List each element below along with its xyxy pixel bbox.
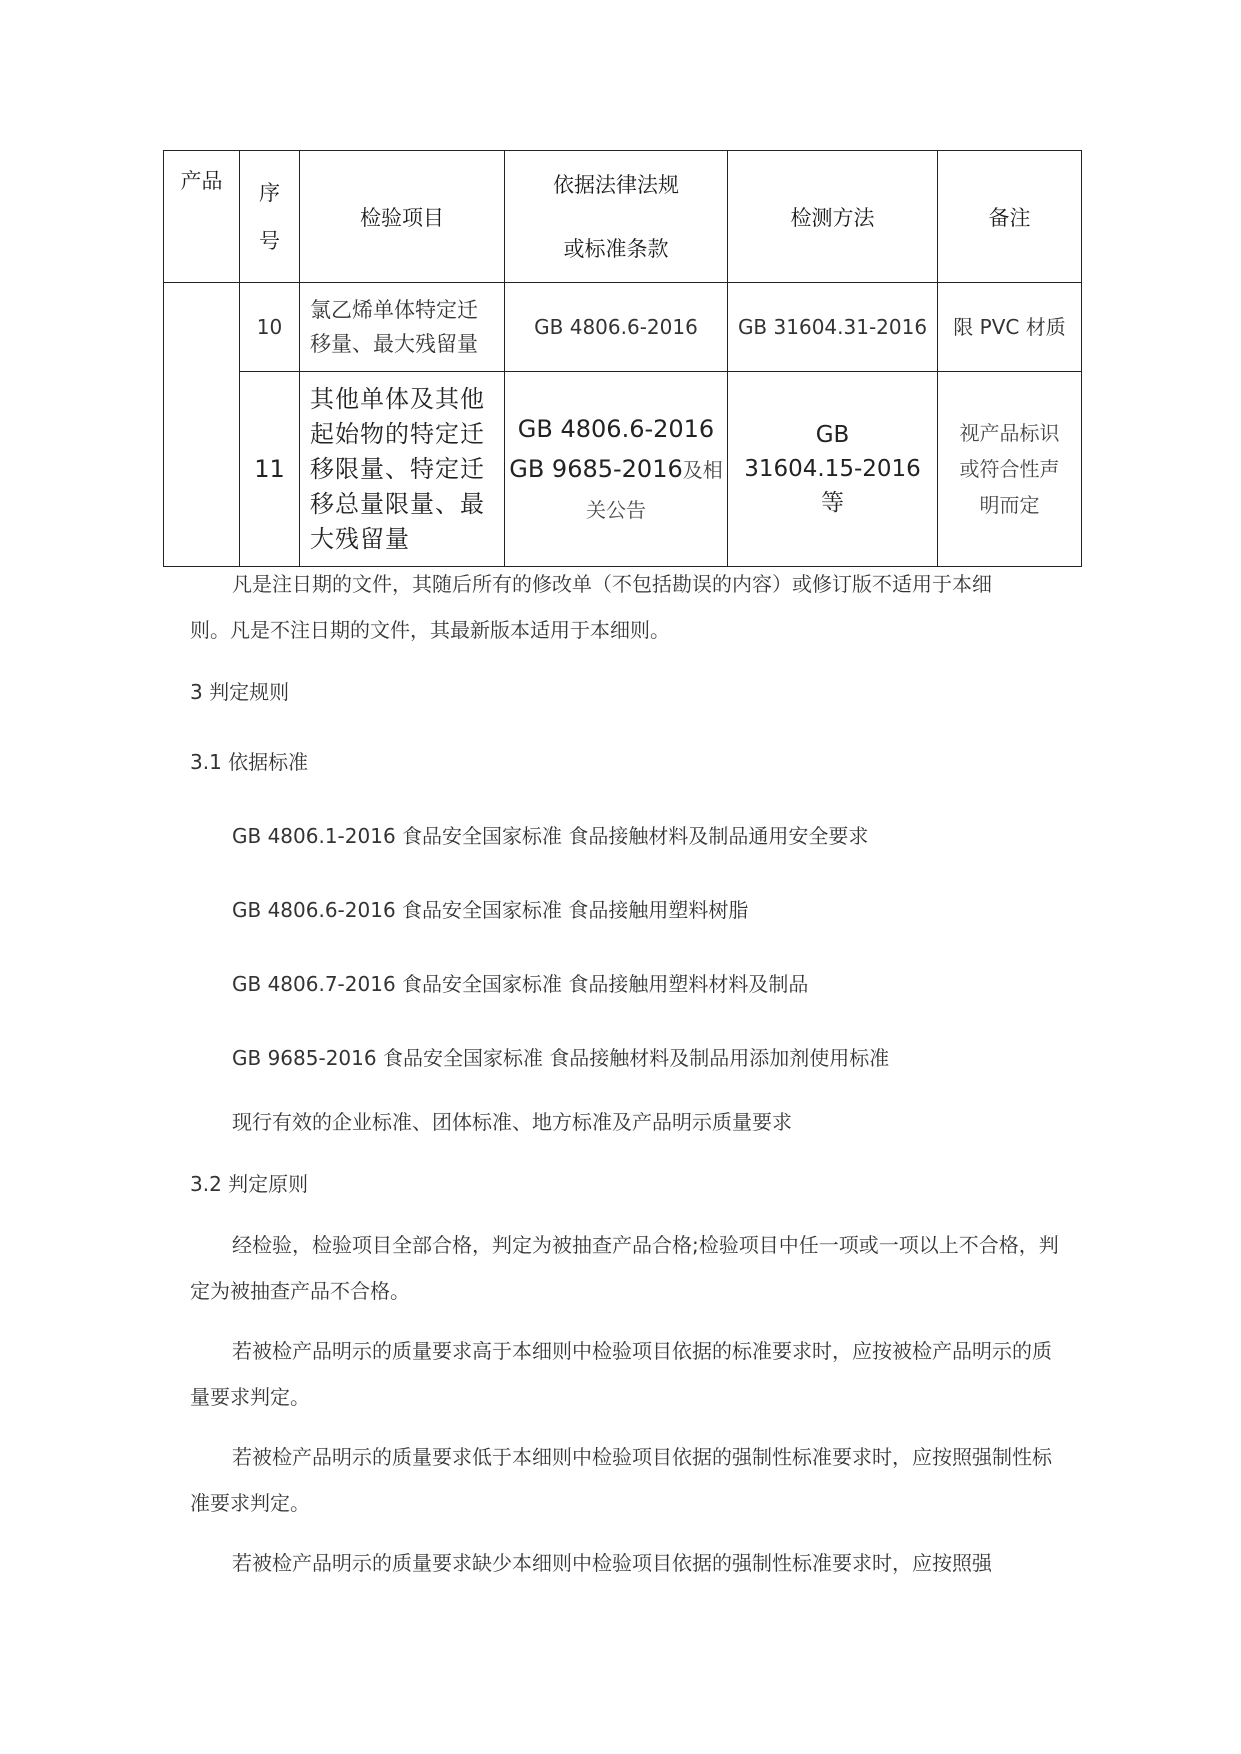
notice-line-1: 凡是注日期的文件，其随后所有的修改单（不包括勘误的内容）或修订版不适用于本细 [232,572,992,596]
standard-item: GB 9685-2016 食品安全国家标准 食品接触材料及制品用添加剂使用标准 [232,1046,890,1070]
standard-item: GB 4806.1-2016 食品安全国家标准 食品接触材料及制品通用安全要求 [232,824,869,848]
principle-paragraph: 经检验，检验项目全部合格，判定为被抽查产品合格;检验项目中任一项或一项以上不合格，判定为被抽查产品不合格。 [190,1233,1059,1303]
row-method: GB 31604.31-2016 [728,283,938,372]
header-product: 产品 [164,151,240,283]
row-note-line: 或符合性声 [959,457,1060,481]
standard-item: GB 4806.6-2016 食品安全国家标准 食品接触用塑料树脂 [232,898,749,922]
principle-paragraph: 若被检产品明示的质量要求高于本细则中检验项目依据的标准要求时，应按被检产品明示的质量要求判定。 [190,1339,1052,1409]
row-basis-suffix: 及相 [682,457,723,482]
row-basis-line: GB 4806.6-2016 [517,414,715,443]
header-basis-line1: 依据法律法规 [553,172,679,197]
principle-paragraph: 若被检产品明示的质量要求低于本细则中检验项目依据的强制性标准要求时，应按照强制性标准要求判定。 [190,1445,1052,1515]
row-item-line: 其他单体及其他 [310,384,485,413]
section-heading: 3 判定规则 [190,680,290,704]
standard-item: GB 4806.7-2016 食品安全国家标准 食品接触用塑料材料及制品 [232,972,809,996]
row-item-line: 移量、最大残留量 [310,332,478,356]
row-seq: 11 [240,372,300,567]
header-seq-line2: 号 [259,228,280,253]
header-method: 检测方法 [728,151,938,283]
row-method-line: GB [815,422,850,448]
inspection-table [163,150,1082,567]
row-basis-std: GB 9685-2016 [509,454,683,483]
product-cell [164,283,240,567]
header-seq [240,151,300,283]
row-basis [505,372,728,567]
row-basis-line: 关公告 [586,497,646,522]
row-note: 限 PVC 材质 [938,283,1082,372]
row-item-line: 移总量限量、最 [310,489,485,518]
row-item [300,372,505,567]
row-item-line: 移限量、特定迁 [310,454,485,483]
row-basis: GB 4806.6-2016 [505,283,728,372]
header-basis-line2: 或标准条款 [563,236,669,261]
row-note-line: 视产品标识 [959,421,1060,445]
row-method [728,372,938,567]
section-heading: 3.1 依据标准 [190,750,309,774]
notice-line-2: 则。凡是不注日期的文件，其最新版本适用于本细则。 [190,618,670,642]
row-item [300,283,505,372]
header-basis [505,151,728,283]
row-basis-line [505,449,727,490]
standard-item: 现行有效的企业标准、团体标准、地方标准及产品明示质量要求 [232,1110,792,1134]
row-note [938,372,1082,567]
header-item: 检验项目 [300,151,505,283]
table-row [164,283,1082,372]
row-note-line: 明而定 [979,493,1040,517]
principle-paragraph: 若被检产品明示的质量要求缺少本细则中检验项目依据的强制性标准要求时，应按照强 [232,1551,992,1575]
row-item-line: 起始物的特定迁 [310,419,485,448]
header-note: 备注 [938,151,1082,283]
section-heading: 3.2 判定原则 [190,1172,309,1196]
row-seq: 10 [240,283,300,372]
row-method-line: 等 [821,490,844,516]
row-item-line: 大残留量 [310,524,410,553]
table-row [164,372,1082,567]
table-header-row [164,151,1082,283]
row-method-line: 31604.15-2016 [744,456,921,482]
header-seq-line1: 序 [259,180,280,205]
row-item-line: 氯乙烯单体特定迁 [310,298,478,322]
